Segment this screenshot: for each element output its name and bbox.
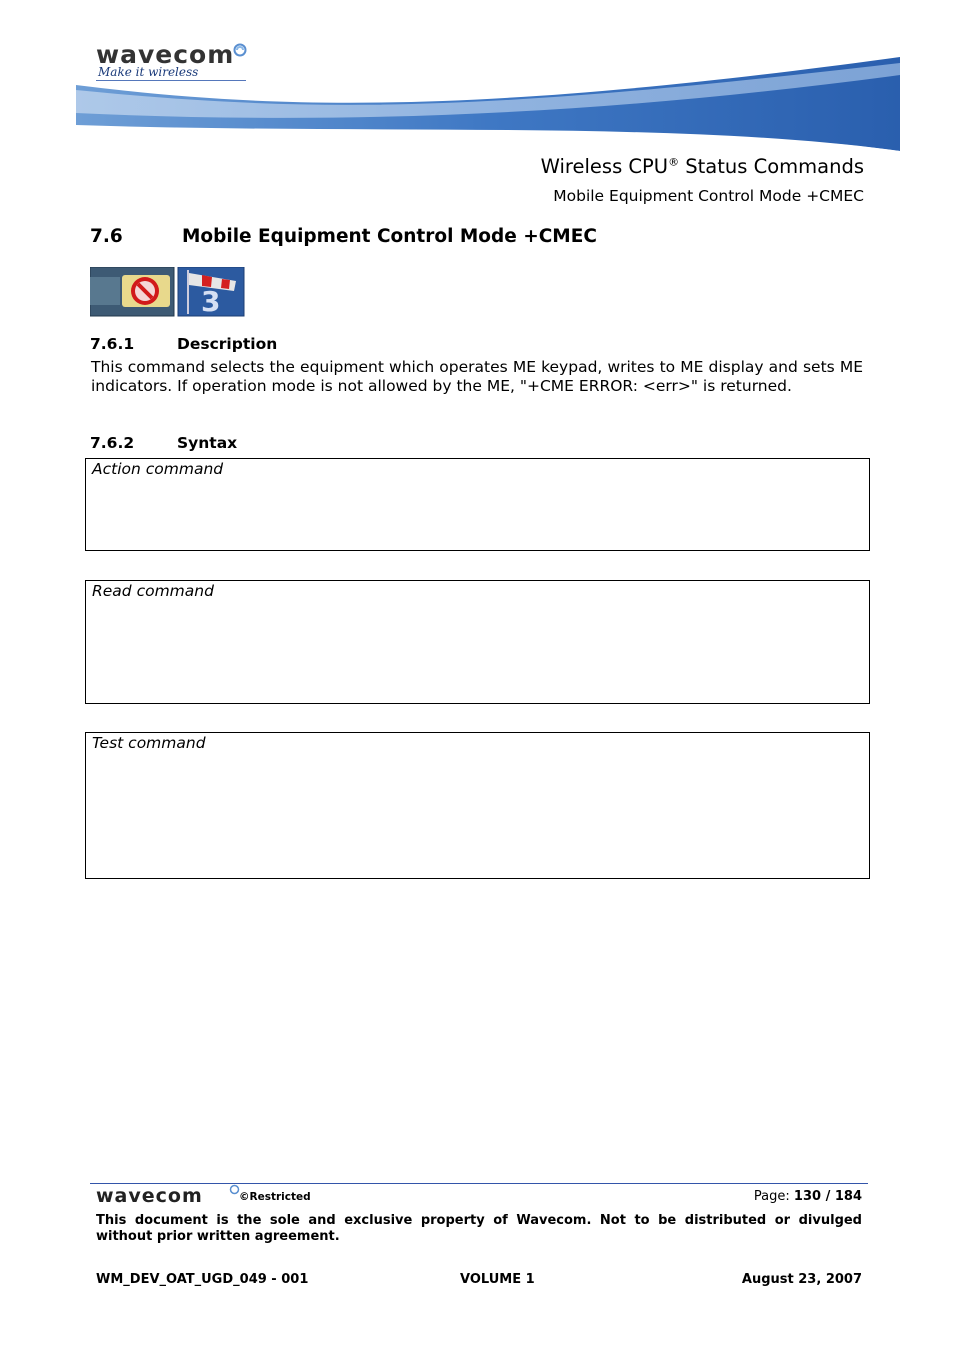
action-command-box <box>85 458 870 551</box>
footer-restricted: ©Restricted <box>239 1191 311 1203</box>
read-command-label: Read command <box>92 582 214 600</box>
footer-date: August 23, 2007 <box>741 1272 862 1287</box>
section-title <box>90 226 597 247</box>
feature-icon-strip <box>90 267 245 317</box>
syntax-title: Syntax <box>177 434 238 452</box>
footer-volume: VOLUME 1 <box>460 1272 535 1287</box>
section-heading: Mobile Equipment Control Mode +CMEC <box>182 226 597 247</box>
wavecom-logo: wavecom <box>96 40 235 69</box>
description-heading <box>90 335 277 353</box>
footer-wavecom-logo: wavecom <box>96 1185 203 1207</box>
description-number: 7.6.1 <box>90 335 135 353</box>
description-text: This command selects the equipment which operates ME keypad, writes to ME display and sets ME indicators. If operation mode is not allowed by the ME, "+CME ERROR: <err>" is returned. <box>91 358 863 395</box>
footer-rule <box>90 1183 868 1184</box>
footer-notice: This document is the sole and exclusive property of Wavecom. Not to be distributed or divulged without prior written agreement. <box>96 1213 862 1244</box>
section-number: 7.6 <box>90 226 123 247</box>
footer-doc-id: WM_DEV_OAT_UGD_049 - 001 <box>96 1272 309 1287</box>
read-command-box <box>85 580 870 704</box>
syntax-number: 7.6.2 <box>90 434 135 452</box>
windsock-icon <box>178 267 244 317</box>
header-subtitle: Mobile Equipment Control Mode +CMEC <box>553 187 864 205</box>
description-title: Description <box>177 335 278 353</box>
test-command-box <box>85 732 870 879</box>
header-banner-wave <box>76 55 900 155</box>
svg-text:3: 3 <box>201 285 221 317</box>
syntax-heading <box>90 434 237 452</box>
action-command-label: Action command <box>92 460 224 478</box>
feature-icons <box>90 267 245 321</box>
logo-tagline: Make it wireless <box>98 65 199 79</box>
no-entry-icon <box>90 267 174 316</box>
header-title: Wireless CPU® Status Commands <box>540 155 864 178</box>
test-command-label: Test command <box>92 734 206 752</box>
footer-page-number: Page: 130 / 184 <box>753 1189 862 1204</box>
